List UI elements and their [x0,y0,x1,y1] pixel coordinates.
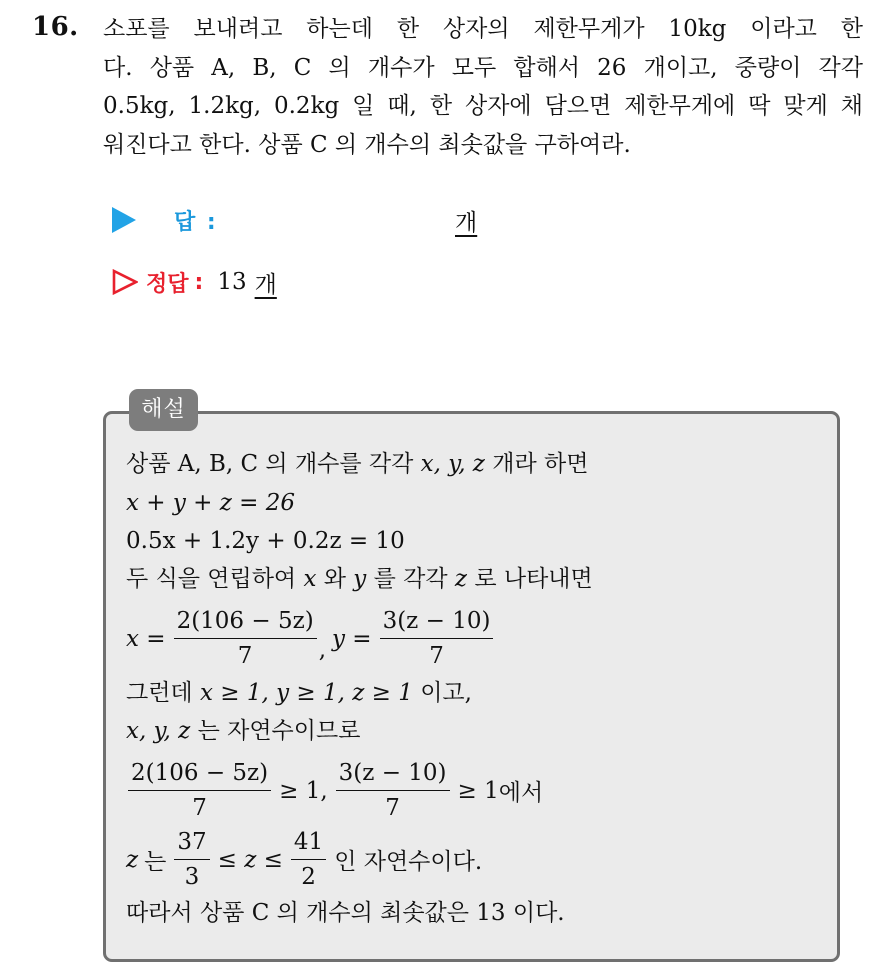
answer-label: 답 : [174,209,218,235]
question-line-2: 다. 상품 A, B, C 의 개수가 모두 합해서 26 개이고, 중량이 각각 [103,54,863,81]
correct-answer-label: 정답 [146,271,189,297]
relation: ≤ z ≤ [217,846,283,873]
correct-answer-value: 13 [217,269,247,295]
fraction-denominator: 2 [301,864,316,890]
question-line-1: 소포를 보내려고 하는데 한 상자의 제한무게가 10kg 이라고 한 [103,16,863,42]
fraction-denominator: 7 [429,643,444,669]
correct-answer-row [112,266,277,298]
solution-vars: x, y, z [420,451,485,477]
fraction-denominator: 7 [385,795,400,821]
fraction-x [174,607,317,670]
solution-text: 를 각각 [373,566,448,592]
fraction-denominator: 3 [184,864,200,890]
fraction-numerator: 2(106 − 5z) [174,607,317,639]
question-line-3: 0.5kg, 1.2kg, 0.2kg 일 때, 한 상자에 담으면 제한무게에 딱 맞게 채 [103,93,863,119]
relation: ≥ 1, [279,777,328,804]
answer-unit: 개 [455,209,478,236]
fraction-lower [174,828,209,891]
solution-text: 상품 A, B, C 의 개수를 각각 [126,451,414,477]
var-y: y [353,566,367,592]
var-z: z [454,566,468,592]
solution-text: 이고, [420,680,472,706]
fraction-y [380,607,494,670]
lhs-y: y = [332,625,372,652]
fraction-ineq-2 [336,759,450,822]
solution-text: 두 식을 연립하여 [126,566,297,592]
correct-answer-unit: 개 [254,271,277,298]
play-outline-icon [112,269,138,295]
solution-fraction-equation [126,607,495,670]
solution-inequality [126,759,543,822]
solution-equation-1: x + y + z = 26 [126,490,296,516]
lhs-x: x = [126,625,166,652]
solution-text: 에서 [498,780,544,806]
solution-line-7 [126,715,360,747]
solution-conclusion: 따라서 상품 C 의 개수의 최솟값은 13 이다. [126,900,565,926]
play-filled-icon [112,207,136,233]
solution-text: 인 자연수이다. [334,849,483,875]
solution-line-4 [126,563,593,595]
solution-equation-2: 0.5x + 1.2y + 0.2z = 10 [126,528,405,554]
solution-text: 그런데 [126,680,193,706]
question-number: 16. [32,12,79,42]
var-z: z [126,846,139,873]
answer-row[interactable] [112,204,532,236]
solution-text: 는 자연수이므로 [197,718,361,744]
solution-text: 개라 하면 [492,451,589,477]
fraction-numerator: 3(z − 10) [380,607,494,639]
question-line-4: 워진다고 한다. 상품 C 의 개수의 최솟값을 구하여라. [103,131,631,158]
fraction-numerator: 3(z − 10) [336,759,450,791]
fraction-upper [291,828,326,891]
fraction-numerator: 37 [174,828,209,860]
solution-condition: x ≥ 1, y ≥ 1, z ≥ 1 [199,680,413,706]
question-text [103,10,863,164]
fraction-denominator: 7 [237,643,253,669]
fraction-numerator: 41 [291,828,326,860]
solution-vars: x, y, z [126,718,191,744]
fraction-numerator: 2(106 − 5z) [128,759,271,791]
separator: , [318,636,326,663]
solution-text: 로 나타내면 [474,566,593,592]
solution-range [126,828,482,891]
correct-answer-colon: : [194,269,204,295]
fraction-ineq-1 [128,759,271,822]
solution-line-1 [126,448,588,480]
solution-line-6 [126,677,472,709]
fraction-denominator: 7 [192,795,207,821]
solution-tab: 해설 [129,389,198,431]
solution-text: 와 [323,566,346,592]
var-x: x [303,566,317,592]
relation: ≥ 1 [457,777,499,804]
solution-text: 는 [144,849,167,875]
